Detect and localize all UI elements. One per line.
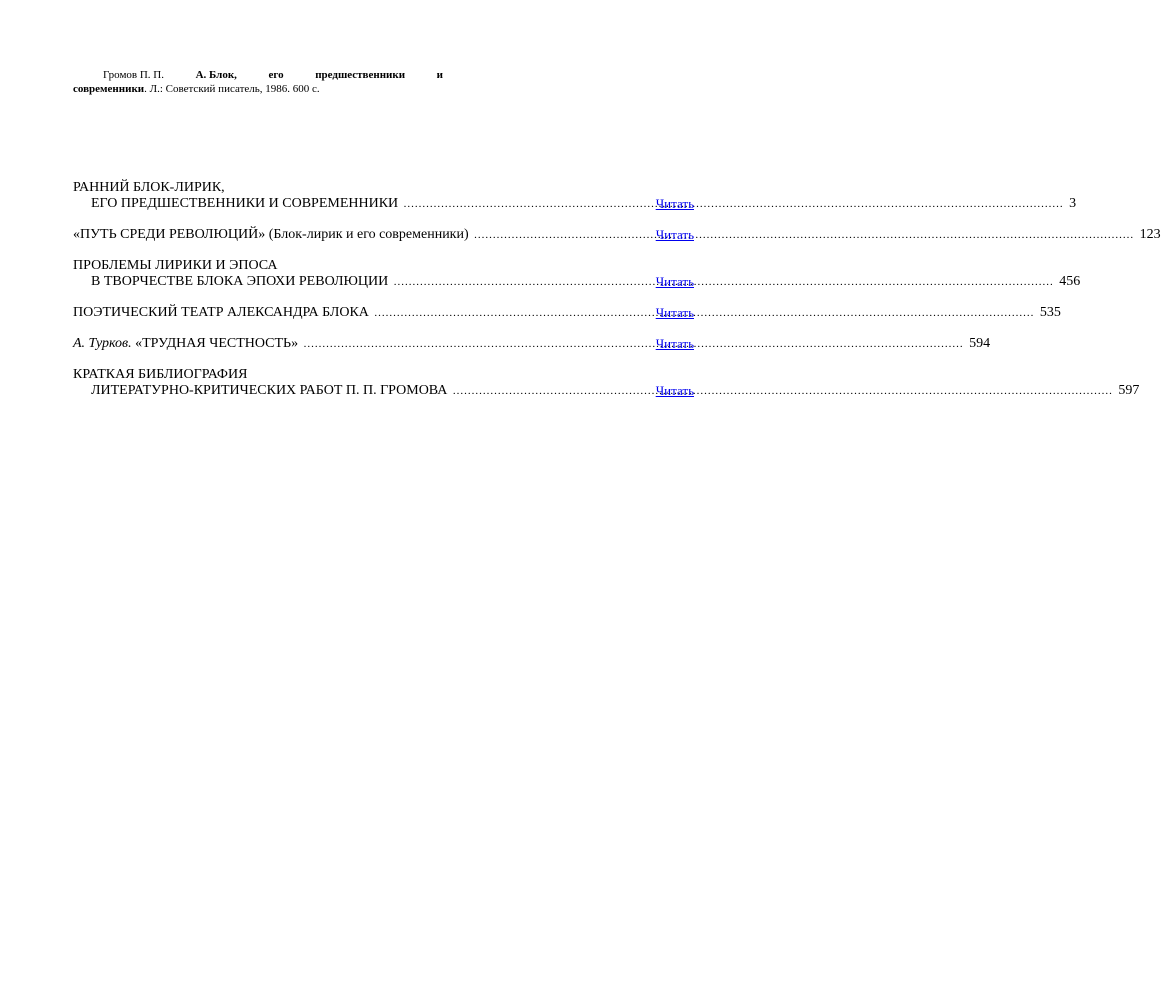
toc-entry [73,227,1161,243]
toc-entry-author: А. Турков. [73,336,132,351]
toc-page-number: 535 [1039,305,1061,320]
toc-entry-title-text: ЕГО ПРЕДШЕСТВЕННИКИ И СОВРЕМЕННИКИ [91,196,399,211]
leader-dots [374,307,1034,319]
read-link[interactable]: Читать [655,196,694,211]
toc-page-number: 597 [1118,383,1140,398]
read-link[interactable]: Читать [655,383,694,398]
read-link[interactable]: Читать [655,227,694,242]
toc-entry-title-text: В ТВОРЧЕСТВЕ БЛОКА ЭПОХИ РЕВОЛЮЦИИ [91,274,389,289]
citation-title-word-1: А. Блок, [195,69,237,81]
toc-entry-title-text: ЛИТЕРАТУРНО-КРИТИЧЕСКИХ РАБОТ П. П. ГРОМОВА [91,383,448,398]
toc-entry-title-text: «ПУТЬ СРЕДИ РЕВОЛЮЦИЙ» (Блок-лирик и его современники) [73,227,469,242]
toc-entry [73,305,1061,321]
toc-entry-title-line-1: РАННИЙ БЛОК-ЛИРИК, [73,180,225,195]
leader-dots [304,338,964,350]
leader-dots [474,229,1134,241]
toc-entry [73,336,991,352]
toc-entry-title-line-1: КРАТКАЯ БИБЛИОГРАФИЯ [73,367,248,382]
citation-title-word-4: и [436,69,443,81]
toc-entry [73,180,1077,212]
citation-author: Громов П. П. [103,69,164,81]
read-link[interactable]: Читать [655,274,694,289]
toc-entry-title-text [73,336,298,351]
toc-page-number: 594 [969,336,991,351]
table-of-contents [73,180,1161,414]
toc-entry-title-text: ПОЭТИЧЕСКИЙ ТЕАТР АЛЕКСАНДРА БЛОКА [73,305,369,320]
citation-title-word-5: современники [73,83,145,95]
book-citation [73,68,443,96]
toc-page-number: 3 [1069,196,1077,211]
toc-entry [73,258,1081,290]
citation-line-1 [73,68,443,82]
toc-entry-title-line-1: ПРОБЛЕМЫ ЛИРИКИ И ЭПОСА [73,258,278,273]
citation-title-word-3: предшественники [315,69,406,81]
citation-publisher: . Л.: Советский писатель, 1986. 600 с. [144,83,320,95]
read-link[interactable]: Читать [655,336,694,351]
leader-dots [394,276,1054,288]
citation-line-2 [73,82,443,96]
toc-page-number: 123 [1139,227,1161,242]
read-link[interactable]: Читать [655,305,694,320]
leader-dots [404,198,1064,210]
toc-page-number: 456 [1059,274,1081,289]
toc-entry [73,367,1140,399]
toc-entry-title: «ТРУДНАЯ ЧЕСТНОСТЬ» [135,336,299,351]
leader-dots [453,385,1113,397]
citation-title-word-2: его [268,69,284,81]
